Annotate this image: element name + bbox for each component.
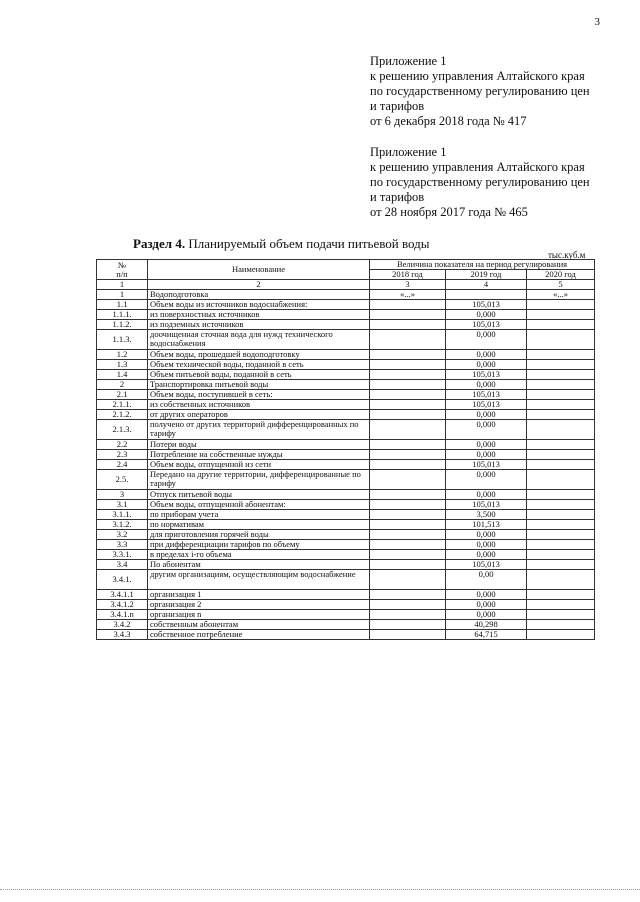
value-2018-cell [370,560,446,570]
table-row [97,510,595,520]
row-number-cell: 3.1.2. [97,520,148,530]
value-2020-cell [527,420,595,440]
header-name: Наименование [148,260,370,280]
appendix-1-header [370,54,590,129]
header-year-2018: 2018 год [370,270,446,280]
value-2020-cell [527,490,595,500]
table-row [97,330,595,350]
row-name-cell: Транспортировка питьевой воды [148,380,370,390]
table-row [97,410,595,420]
appendix-2-line: и тарифов [370,190,425,204]
table-body [97,290,595,640]
row-number-cell: 2.4 [97,460,148,470]
row-number-cell: 3.3.1. [97,550,148,560]
value-2018-cell [370,370,446,380]
col-number: 4 [446,280,527,290]
value-2019-cell: 0,000 [446,540,527,550]
value-2018-cell: «...» [370,290,446,300]
value-2018-cell [370,620,446,630]
value-2020-cell [527,520,595,530]
value-2018-cell [370,490,446,500]
row-name-cell: при дифференциации тарифов по объему [148,540,370,550]
value-2019-cell: 0,000 [446,590,527,600]
value-2018-cell [370,380,446,390]
value-2019-cell: 0,000 [446,410,527,420]
value-2018-cell [370,320,446,330]
water-supply-table [96,259,595,640]
value-2020-cell [527,590,595,600]
appendix-2-line: от 28 ноября 2017 года № 465 [370,205,528,219]
value-2020-cell [527,510,595,520]
value-2018-cell [370,550,446,560]
table-row [97,310,595,320]
row-name-cell: из собственных источников [148,400,370,410]
row-number-cell: 3.4.2 [97,620,148,630]
row-number-cell: 1.1 [97,300,148,310]
row-number-cell: 2.2 [97,440,148,450]
value-2020-cell [527,570,595,590]
row-number-cell: 3.4.1.1 [97,590,148,600]
table-row [97,470,595,490]
row-name-cell: Водоподготовка [148,290,370,300]
page-footer-divider [0,889,640,890]
row-number-cell: 2.1.2. [97,410,148,420]
table-row [97,320,595,330]
section-label: Раздел 4. [133,236,186,251]
value-2018-cell [370,400,446,410]
value-2020-cell [527,450,595,460]
value-2018-cell [370,590,446,600]
value-2020-cell [527,390,595,400]
units-label: тыс.куб.м [548,250,586,260]
row-name-cell: По абонентам [148,560,370,570]
appendix-1-line: по государственному регулированию цен [370,84,590,98]
value-2019-cell: 40,298 [446,620,527,630]
value-2018-cell [370,510,446,520]
header-year-2019: 2019 год [446,270,527,280]
row-name-cell: для приготовления горячей воды [148,530,370,540]
value-2019-cell: 105,013 [446,320,527,330]
row-name-cell: Объем воды, отпущенной абонентам: [148,500,370,510]
row-name-cell: получено от других территорий дифференцированных по тарифу [148,420,370,440]
value-2019-cell: 3,500 [446,510,527,520]
value-2020-cell [527,370,595,380]
table-row [97,630,595,640]
table-row [97,620,595,630]
value-2019-cell: 0,000 [446,310,527,320]
value-2018-cell [370,540,446,550]
row-number-cell: 1 [97,290,148,300]
table-row [97,590,595,600]
row-number-cell: 2.1.3. [97,420,148,440]
value-2019-cell: 105,013 [446,560,527,570]
value-2020-cell [527,560,595,570]
value-2018-cell [370,470,446,490]
row-number-cell: 2.5. [97,470,148,490]
header-period: Величина показателя на период регулирования [370,260,595,270]
value-2018-cell [370,520,446,530]
value-2020-cell [527,330,595,350]
value-2020-cell [527,540,595,550]
page-number: 3 [594,16,600,28]
row-name-cell: от других операторов [148,410,370,420]
row-name-cell: в пределах i-го объема [148,550,370,560]
value-2018-cell [370,450,446,460]
row-number-cell: 1.3 [97,360,148,370]
table-row [97,350,595,360]
value-2019-cell: 105,013 [446,500,527,510]
row-number-cell: 3.4.1.n [97,610,148,620]
value-2019-cell: 0,000 [446,330,527,350]
value-2019-cell: 0,000 [446,350,527,360]
value-2018-cell [370,350,446,360]
row-name-cell: Потребление на собственные нужды [148,450,370,460]
value-2020-cell [527,320,595,330]
col-number: 5 [527,280,595,290]
value-2019-cell: 0,000 [446,550,527,560]
table-row [97,550,595,560]
row-number-cell: 3.2 [97,530,148,540]
appendix-2-line: Приложение 1 [370,145,447,159]
row-name-cell: по нормативам [148,520,370,530]
table-header [97,260,595,290]
table-row [97,490,595,500]
row-number-cell: 3.4.1. [97,570,148,590]
value-2019-cell: 105,013 [446,460,527,470]
table-row [97,540,595,550]
value-2019-cell: 0,000 [446,450,527,460]
table-row [97,370,595,380]
value-2018-cell [370,360,446,370]
row-name-cell: Передано на другие территории, дифференцированные по тарифу [148,470,370,490]
value-2018-cell [370,500,446,510]
table-row [97,420,595,440]
value-2019-cell: 0,000 [446,380,527,390]
value-2020-cell [527,400,595,410]
value-2018-cell [370,420,446,440]
appendix-1-line: от 6 декабря 2018 года № 417 [370,114,527,128]
appendix-1-line: к решению управления Алтайского края [370,69,585,83]
appendix-2-line: по государственному регулированию цен [370,175,590,189]
table-row [97,520,595,530]
value-2019-cell: 0,000 [446,440,527,450]
row-name-cell: организация n [148,610,370,620]
value-2020-cell [527,470,595,490]
row-number-cell: 3.1 [97,500,148,510]
row-name-cell: Объем воды из источников водоснабжения: [148,300,370,310]
table-row [97,500,595,510]
row-number-cell: 1.1.3. [97,330,148,350]
table-row [97,300,595,310]
value-2018-cell [370,600,446,610]
value-2018-cell [370,300,446,310]
table-row [97,460,595,470]
value-2018-cell [370,630,446,640]
value-2020-cell [527,600,595,610]
row-number-cell: 3.4 [97,560,148,570]
value-2018-cell [370,530,446,540]
row-name-cell: Объем воды, прошедшей водоподготовку [148,350,370,360]
header-num: № п/п [97,260,148,280]
value-2019-cell: 0,00 [446,570,527,590]
value-2020-cell [527,310,595,320]
value-2020-cell: «...» [527,290,595,300]
table-row [97,380,595,390]
value-2019-cell: 105,013 [446,390,527,400]
value-2020-cell [527,440,595,450]
row-number-cell: 3.4.1.2 [97,600,148,610]
value-2019-cell: 64,715 [446,630,527,640]
row-name-cell: организация 2 [148,600,370,610]
row-number-cell: 2.3 [97,450,148,460]
row-name-cell: Потери воды [148,440,370,450]
value-2019-cell: 105,013 [446,370,527,380]
table-row [97,400,595,410]
row-name-cell: Объем воды, поступившей в сеть: [148,390,370,400]
table-row [97,560,595,570]
table-row [97,290,595,300]
appendix-2-header [370,145,590,220]
row-name-cell: Объем питьевой воды, поданной в сеть [148,370,370,380]
value-2019-cell: 0,000 [446,600,527,610]
value-2019-cell: 0,000 [446,610,527,620]
value-2020-cell [527,610,595,620]
value-2020-cell [527,460,595,470]
table-row [97,610,595,620]
table-row [97,360,595,370]
row-name-cell: собственное потребление [148,630,370,640]
value-2019-cell: 0,000 [446,420,527,440]
row-name-cell: Объем технической воды, поданной в сеть [148,360,370,370]
row-number-cell: 3.4.3 [97,630,148,640]
row-name-cell: собственным абонентам [148,620,370,630]
section-title [133,236,430,252]
row-name-cell: Объем воды, отпущенной из сети [148,460,370,470]
appendix-2-line: к решению управления Алтайского края [370,160,585,174]
row-number-cell: 3.1.1. [97,510,148,520]
table-row [97,390,595,400]
value-2018-cell [370,390,446,400]
row-name-cell: доочищенная сточная вода для нужд технического водоснабжения [148,330,370,350]
value-2020-cell [527,410,595,420]
row-number-cell: 3.3 [97,540,148,550]
value-2018-cell [370,440,446,450]
value-2018-cell [370,610,446,620]
value-2018-cell [370,570,446,590]
row-number-cell: 2.1 [97,390,148,400]
row-name-cell: другим организациям, осуществляющим водоснабжение [148,570,370,590]
value-2019-cell [446,290,527,300]
value-2020-cell [527,360,595,370]
row-number-cell: 1.1.1. [97,310,148,320]
appendix-1-line: Приложение 1 [370,54,447,68]
value-2020-cell [527,300,595,310]
row-name-cell: из поверхностных источников [148,310,370,320]
value-2020-cell [527,550,595,560]
col-number: 2 [148,280,370,290]
value-2018-cell [370,410,446,420]
value-2020-cell [527,350,595,360]
col-number: 1 [97,280,148,290]
appendix-1-line: и тарифов [370,99,425,113]
row-number-cell: 2.1.1. [97,400,148,410]
value-2020-cell [527,630,595,640]
value-2019-cell: 0,000 [446,470,527,490]
value-2019-cell: 101,513 [446,520,527,530]
table-row [97,450,595,460]
table-row [97,530,595,540]
row-number-cell: 3 [97,490,148,500]
row-name-cell: Отпуск питьевой воды [148,490,370,500]
value-2019-cell: 105,013 [446,400,527,410]
table-row [97,570,595,590]
row-name-cell: по приборам учета [148,510,370,520]
row-name-cell: организация 1 [148,590,370,600]
row-number-cell: 1.4 [97,370,148,380]
value-2018-cell [370,330,446,350]
row-number-cell: 1.2 [97,350,148,360]
header-year-2020: 2020 год [527,270,595,280]
value-2020-cell [527,500,595,510]
value-2018-cell [370,310,446,320]
value-2019-cell: 0,000 [446,530,527,540]
value-2019-cell: 105,013 [446,300,527,310]
table-row [97,600,595,610]
col-number: 3 [370,280,446,290]
value-2020-cell [527,530,595,540]
row-number-cell: 2 [97,380,148,390]
row-number-cell: 1.1.2. [97,320,148,330]
value-2018-cell [370,460,446,470]
value-2019-cell: 0,000 [446,490,527,500]
value-2020-cell [527,620,595,630]
row-name-cell: из подземных источников [148,320,370,330]
section-name: Планируемый объем подачи питьевой воды [188,236,430,251]
table-row [97,440,595,450]
value-2020-cell [527,380,595,390]
value-2019-cell: 0,000 [446,360,527,370]
